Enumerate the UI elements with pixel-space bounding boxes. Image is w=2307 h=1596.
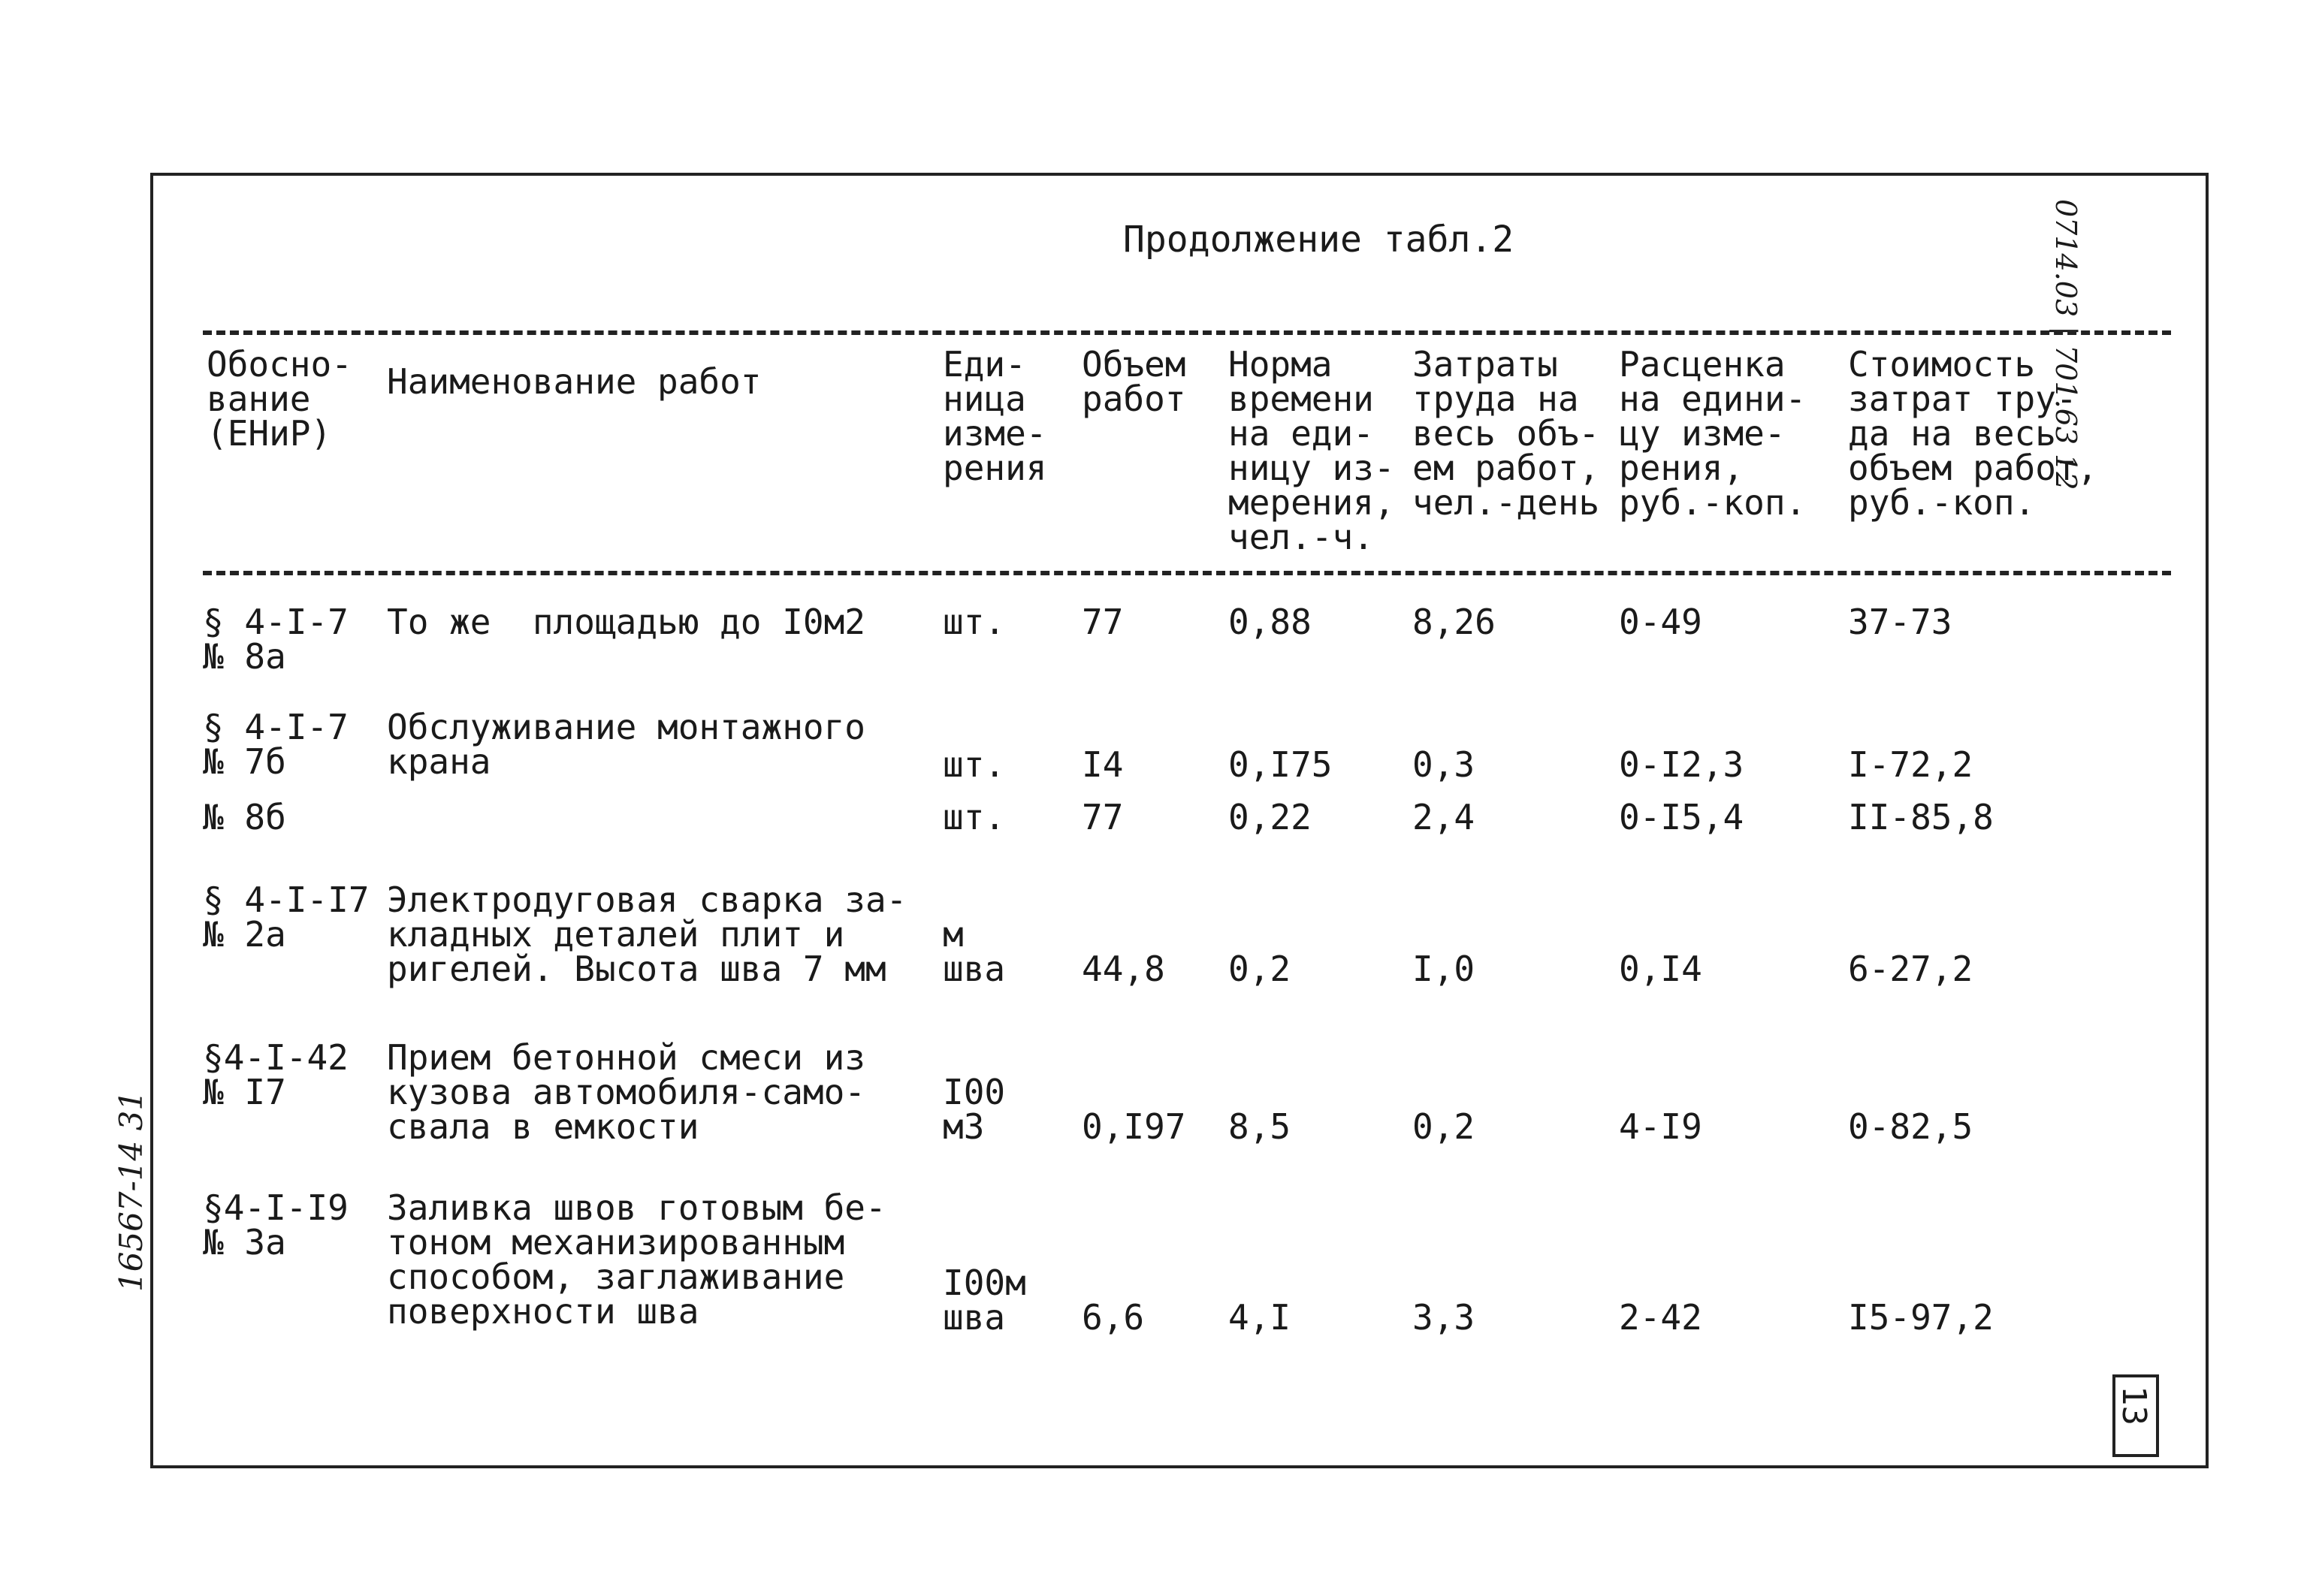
row-4-cost: 6-27,2 — [1848, 949, 1973, 989]
row-3-cost: II-85,8 — [1848, 797, 1994, 837]
row-4-price: 0,I4 — [1619, 949, 1702, 989]
header-unit: Еди- ница изме- рения — [943, 344, 1047, 488]
row-6-name: Заливка швов готовым бе- тоном механизированным способом, заглаживание поверхности шва — [387, 1187, 886, 1332]
row-2-price: 0-I2,3 — [1619, 744, 1744, 785]
row-1-labor: 8,26 — [1412, 602, 1496, 642]
row-1-volume: 77 — [1082, 602, 1124, 642]
row-5-norm: 8,5 — [1228, 1106, 1291, 1147]
row-2-name: Обслуживание монтажного крана — [387, 707, 865, 782]
row-5-unit: I00 м3 — [943, 1072, 1006, 1147]
header-volume: Объем работ — [1082, 344, 1186, 419]
header-price: Расценка на едини- цу изме- рения, руб.-коп. — [1619, 344, 1807, 523]
row-4-volume: 44,8 — [1082, 949, 1165, 989]
row-4-basis: § 4-I-I7 № 2а — [203, 879, 370, 955]
row-1-name: То же площадью до I0м2 — [387, 602, 865, 642]
row-2-basis: § 4-I-7 № 7б — [203, 707, 349, 782]
side-code: 0714.03 | 701.63 12 — [2049, 199, 2082, 490]
header-labor: Затраты труда на весь объ- ем работ, чел.-день — [1412, 344, 1600, 523]
row-6-labor: 3,3 — [1412, 1297, 1475, 1338]
row-3-norm: 0,22 — [1228, 797, 1312, 837]
row-4-norm: 0,2 — [1228, 949, 1291, 989]
header-bottom-divider — [203, 571, 2171, 575]
row-6-price: 2-42 — [1619, 1297, 1702, 1338]
row-1-price: 0-49 — [1619, 602, 1702, 642]
row-5-cost: 0-82,5 — [1848, 1106, 1973, 1147]
row-2-unit: шт. — [943, 744, 1006, 785]
row-6-unit: I00м шва — [943, 1263, 1026, 1338]
row-1-norm: 0,88 — [1228, 602, 1312, 642]
row-3-volume: 77 — [1082, 797, 1124, 837]
row-3-labor: 2,4 — [1412, 797, 1475, 837]
row-5-labor: 0,2 — [1412, 1106, 1475, 1147]
header-basis: Обосно- вание (ЕНиР) — [207, 344, 352, 454]
header-top-divider — [203, 330, 2171, 335]
row-2-cost: I-72,2 — [1848, 744, 1973, 785]
row-2-norm: 0,I75 — [1228, 744, 1333, 785]
row-5-basis: §4-I-42 № I7 — [203, 1037, 349, 1112]
row-6-basis: §4-I-I9 № 3а — [203, 1187, 349, 1263]
row-4-unit: м шва — [943, 914, 1006, 989]
left-margin-note: 16567-14 31 — [113, 1090, 149, 1292]
header-name: Наименование работ — [387, 361, 762, 402]
header-cost: Стоимость затрат тру- да на весь объем работ, руб.-коп. — [1848, 344, 2098, 523]
row-1-unit: шт. — [943, 602, 1006, 642]
page-number: 13 — [2115, 1386, 2153, 1426]
row-1-cost: 37-73 — [1848, 602, 1952, 642]
row-1-basis: § 4-I-7 № 8а — [203, 602, 349, 677]
row-5-volume: 0,I97 — [1082, 1106, 1186, 1147]
row-6-volume: 6,6 — [1082, 1297, 1145, 1338]
table-title: Продолжение табл.2 — [1123, 219, 1514, 261]
row-3-unit: шт. — [943, 797, 1006, 837]
row-3-basis: № 8б — [203, 797, 286, 837]
header-norm: Норма времени на еди- ницу из- мерения, чел.-ч. — [1228, 344, 1395, 557]
row-4-name: Электродуговая сварка за- кладных деталей плит и ригелей. Высота шва 7 мм — [387, 879, 907, 989]
row-5-name: Прием бетонной смеси из кузова автомобиля-само- свала в емкости — [387, 1037, 865, 1147]
row-6-norm: 4,I — [1228, 1297, 1291, 1338]
row-5-price: 4-I9 — [1619, 1106, 1702, 1147]
row-4-labor: I,0 — [1412, 949, 1475, 989]
row-2-labor: 0,3 — [1412, 744, 1475, 785]
row-6-cost: I5-97,2 — [1848, 1297, 1994, 1338]
row-2-volume: I4 — [1082, 744, 1124, 785]
row-3-price: 0-I5,4 — [1619, 797, 1744, 837]
